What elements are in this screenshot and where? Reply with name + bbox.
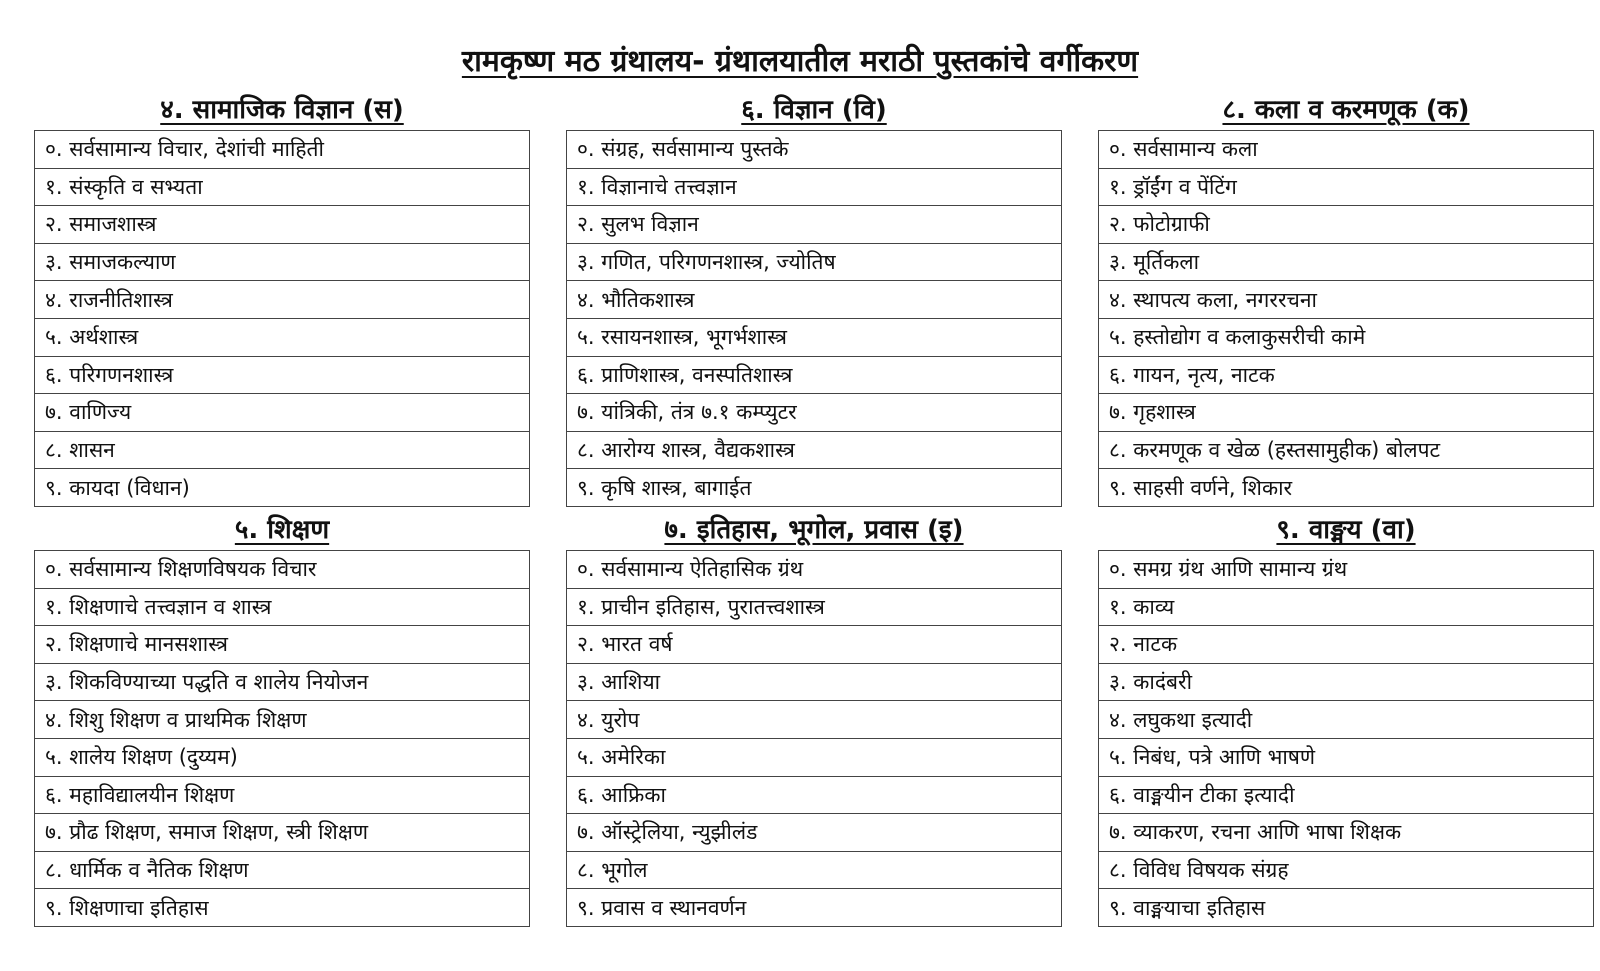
table-cell: ८. आरोग्य शास्त्र, वैद्यकशास्त्र: [567, 431, 1062, 469]
table-row: [35, 588, 530, 626]
table-cell: ८. भूगोल: [567, 851, 1062, 889]
category-table: [1098, 130, 1594, 507]
table-row: [567, 356, 1062, 394]
table-row: [35, 356, 530, 394]
table-row: [1099, 243, 1594, 281]
table-cell: ६. आफ्रिका: [567, 776, 1062, 814]
table-cell: ०. सर्वसामान्य कला: [1099, 131, 1594, 169]
table-cell: ९. वाङ्मयाचा इतिहास: [1099, 889, 1594, 927]
table-row: [1099, 131, 1594, 169]
table-cell: ६. प्राणिशास्त्र, वनस्पतिशास्त्र: [567, 356, 1062, 394]
table-cell: ४. राजनीतिशास्त्र: [35, 281, 530, 319]
table-cell: ३. शिकविण्याच्या पद्धति व शालेय नियोजन: [35, 663, 530, 701]
table-cell: ७. वाणिज्य: [35, 394, 530, 432]
table-row: [35, 131, 530, 169]
table-cell: ८. शासन: [35, 431, 530, 469]
table-cell: ०. सर्वसामान्य शिक्षणविषयक विचार: [35, 551, 530, 589]
table-row: [1099, 168, 1594, 206]
table-row: [567, 889, 1062, 927]
table-cell: २. भारत वर्ष: [567, 626, 1062, 664]
table-row: [567, 394, 1062, 432]
table-row: [567, 626, 1062, 664]
table-cell: ६. वाङ्मयीन टीका इत्यादी: [1099, 776, 1594, 814]
table-row: [35, 814, 530, 852]
table-cell: ५. शालेय शिक्षण (दुय्यम): [35, 738, 530, 776]
table-cell: ९. कायदा (विधान): [35, 469, 530, 507]
table-cell: ८. करमणूक व खेळ (हस्तसामुहीक) बोलपट: [1099, 431, 1594, 469]
table-row: [567, 663, 1062, 701]
table-cell: १. विज्ञानाचे तत्त्वज्ञान: [567, 168, 1062, 206]
table-cell: ०. समग्र ग्रंथ आणि सामान्य ग्रंथ: [1099, 551, 1594, 589]
category-table: [1098, 550, 1594, 927]
section-heading: ८. कला व करमणूक (क): [1222, 95, 1470, 125]
table-cell: ९. शिक्षणाचा इतिहास: [35, 889, 530, 927]
table-row: [35, 551, 530, 589]
table-row: [1099, 431, 1594, 469]
table-row: [35, 663, 530, 701]
table-row: [1099, 851, 1594, 889]
table-cell: २. शिक्षणाचे मानसशास्त्र: [35, 626, 530, 664]
table-cell: २. नाटक: [1099, 626, 1594, 664]
table-cell: १. प्राचीन इतिहास, पुरातत्त्वशास्त्र: [567, 588, 1062, 626]
section-heading: ९. वाङ्मय (वा): [1276, 515, 1416, 545]
table-cell: ५. हस्तोद्योग व कलाकुसरीची कामे: [1099, 318, 1594, 356]
table-cell: २. फोटोग्राफी: [1099, 206, 1594, 244]
table-cell: ७. गृहशास्त्र: [1099, 394, 1594, 432]
table-cell: ३. कादंबरी: [1099, 663, 1594, 701]
table-cell: १. संस्कृति व सभ्यता: [35, 168, 530, 206]
table-row: [567, 431, 1062, 469]
table-row: [567, 206, 1062, 244]
table-row: [1099, 663, 1594, 701]
table-cell: ४. भौतिकशास्त्र: [567, 281, 1062, 319]
table-cell: ७. प्रौढ शिक्षण, समाज शिक्षण, स्त्री शिक्षण: [35, 814, 530, 852]
table-cell: ९. प्रवास व स्थानवर्णन: [567, 889, 1062, 927]
table-row: [35, 738, 530, 776]
table-row: [567, 738, 1062, 776]
table-cell: ५. रसायनशास्त्र, भूगर्भशास्त्र: [567, 318, 1062, 356]
table-row: [567, 318, 1062, 356]
table-row: [567, 814, 1062, 852]
section-education: [34, 510, 530, 927]
table-row: [1099, 394, 1594, 432]
table-row: [35, 851, 530, 889]
table-row: [1099, 318, 1594, 356]
table-cell: ५. अर्थशास्त्र: [35, 318, 530, 356]
table-cell: १. शिक्षणाचे तत्त्वज्ञान व शास्त्र: [35, 588, 530, 626]
table-row: [567, 281, 1062, 319]
table-cell: ७. यांत्रिकी, तंत्र ७.१ कम्प्युटर: [567, 394, 1062, 432]
table-row: [35, 281, 530, 319]
table-row: [1099, 206, 1594, 244]
table-row: [1099, 776, 1594, 814]
table-cell: ६. परिगणनशास्त्र: [35, 356, 530, 394]
table-row: [1099, 588, 1594, 626]
table-row: [35, 318, 530, 356]
section-literature: [1098, 510, 1594, 927]
page-title-text: रामकृष्ण मठ ग्रंथालय- ग्रंथालयातील मराठी पुस्तकांचे वर्गीकरण: [461, 44, 1139, 79]
table-cell: ६. महाविद्यालयीन शिक्षण: [35, 776, 530, 814]
section-history-geography: [566, 510, 1062, 927]
section-science: [566, 90, 1062, 507]
table-cell: ९. साहसी वर्णने, शिकार: [1099, 469, 1594, 507]
table-cell: २. समाजशास्त्र: [35, 206, 530, 244]
table-row: [567, 131, 1062, 169]
table-row: [1099, 356, 1594, 394]
table-row: [35, 469, 530, 507]
table-cell: ०. संग्रह, सर्वसामान्य पुस्तके: [567, 131, 1062, 169]
table-row: [1099, 814, 1594, 852]
table-cell: ४. युरोप: [567, 701, 1062, 739]
table-cell: ८. धार्मिक व नैतिक शिक्षण: [35, 851, 530, 889]
table-row: [567, 168, 1062, 206]
table-row: [1099, 889, 1594, 927]
section-heading: ५. शिक्षण: [234, 515, 330, 545]
table-row: [35, 626, 530, 664]
table-cell: ६. गायन, नृत्य, नाटक: [1099, 356, 1594, 394]
table-row: [1099, 701, 1594, 739]
table-row: [567, 701, 1062, 739]
table-cell: २. सुलभ विज्ञान: [567, 206, 1062, 244]
section-heading: ४. सामाजिक विज्ञान (स): [160, 95, 404, 125]
table-cell: ०. सर्वसामान्य विचार, देशांची माहिती: [35, 131, 530, 169]
table-cell: ४. शिशु शिक्षण व प्राथमिक शिक्षण: [35, 701, 530, 739]
table-row: [35, 889, 530, 927]
table-cell: ४. स्थापत्य कला, नगररचना: [1099, 281, 1594, 319]
table-row: [35, 394, 530, 432]
table-cell: ३. गणित, परिगणनशास्त्र, ज्योतिष: [567, 243, 1062, 281]
table-row: [567, 851, 1062, 889]
table-row: [1099, 281, 1594, 319]
category-table: [34, 550, 530, 927]
table-cell: ८. विविध विषयक संग्रह: [1099, 851, 1594, 889]
table-cell: ७. व्याकरण, रचना आणि भाषा शिक्षक: [1099, 814, 1594, 852]
table-cell: ३. मूर्तिकला: [1099, 243, 1594, 281]
table-row: [1099, 738, 1594, 776]
table-cell: ७. ऑस्ट्रेलिया, न्युझीलंड: [567, 814, 1062, 852]
table-cell: ४. लघुकथा इत्यादी: [1099, 701, 1594, 739]
section-heading: ७. इतिहास, भूगोल, प्रवास (इ): [664, 515, 964, 545]
table-row: [35, 776, 530, 814]
table-cell: ५. अमेरिका: [567, 738, 1062, 776]
table-row: [567, 469, 1062, 507]
table-row: [567, 588, 1062, 626]
category-table: [566, 130, 1062, 507]
table-row: [1099, 551, 1594, 589]
table-row: [567, 551, 1062, 589]
table-row: [567, 243, 1062, 281]
category-table: [34, 130, 530, 507]
page-title: [0, 40, 1600, 84]
table-cell: ५. निबंध, पत्रे आणि भाषणे: [1099, 738, 1594, 776]
section-heading: ६. विज्ञान (वि): [741, 95, 887, 125]
table-row: [35, 243, 530, 281]
section-social-science: [34, 90, 530, 507]
table-cell: ३. समाजकल्याण: [35, 243, 530, 281]
table-cell: ०. सर्वसामान्य ऐतिहासिक ग्रंथ: [567, 551, 1062, 589]
table-row: [1099, 626, 1594, 664]
table-cell: ९. कृषि शास्त्र, बागाईत: [567, 469, 1062, 507]
table-cell: ३. आशिया: [567, 663, 1062, 701]
table-row: [567, 776, 1062, 814]
table-row: [35, 701, 530, 739]
category-table: [566, 550, 1062, 927]
table-cell: १. ड्रॉईंग व पेंटिंग: [1099, 168, 1594, 206]
section-arts: [1098, 90, 1594, 507]
table-cell: १. काव्य: [1099, 588, 1594, 626]
table-row: [35, 431, 530, 469]
table-row: [1099, 469, 1594, 507]
table-row: [35, 168, 530, 206]
table-row: [35, 206, 530, 244]
